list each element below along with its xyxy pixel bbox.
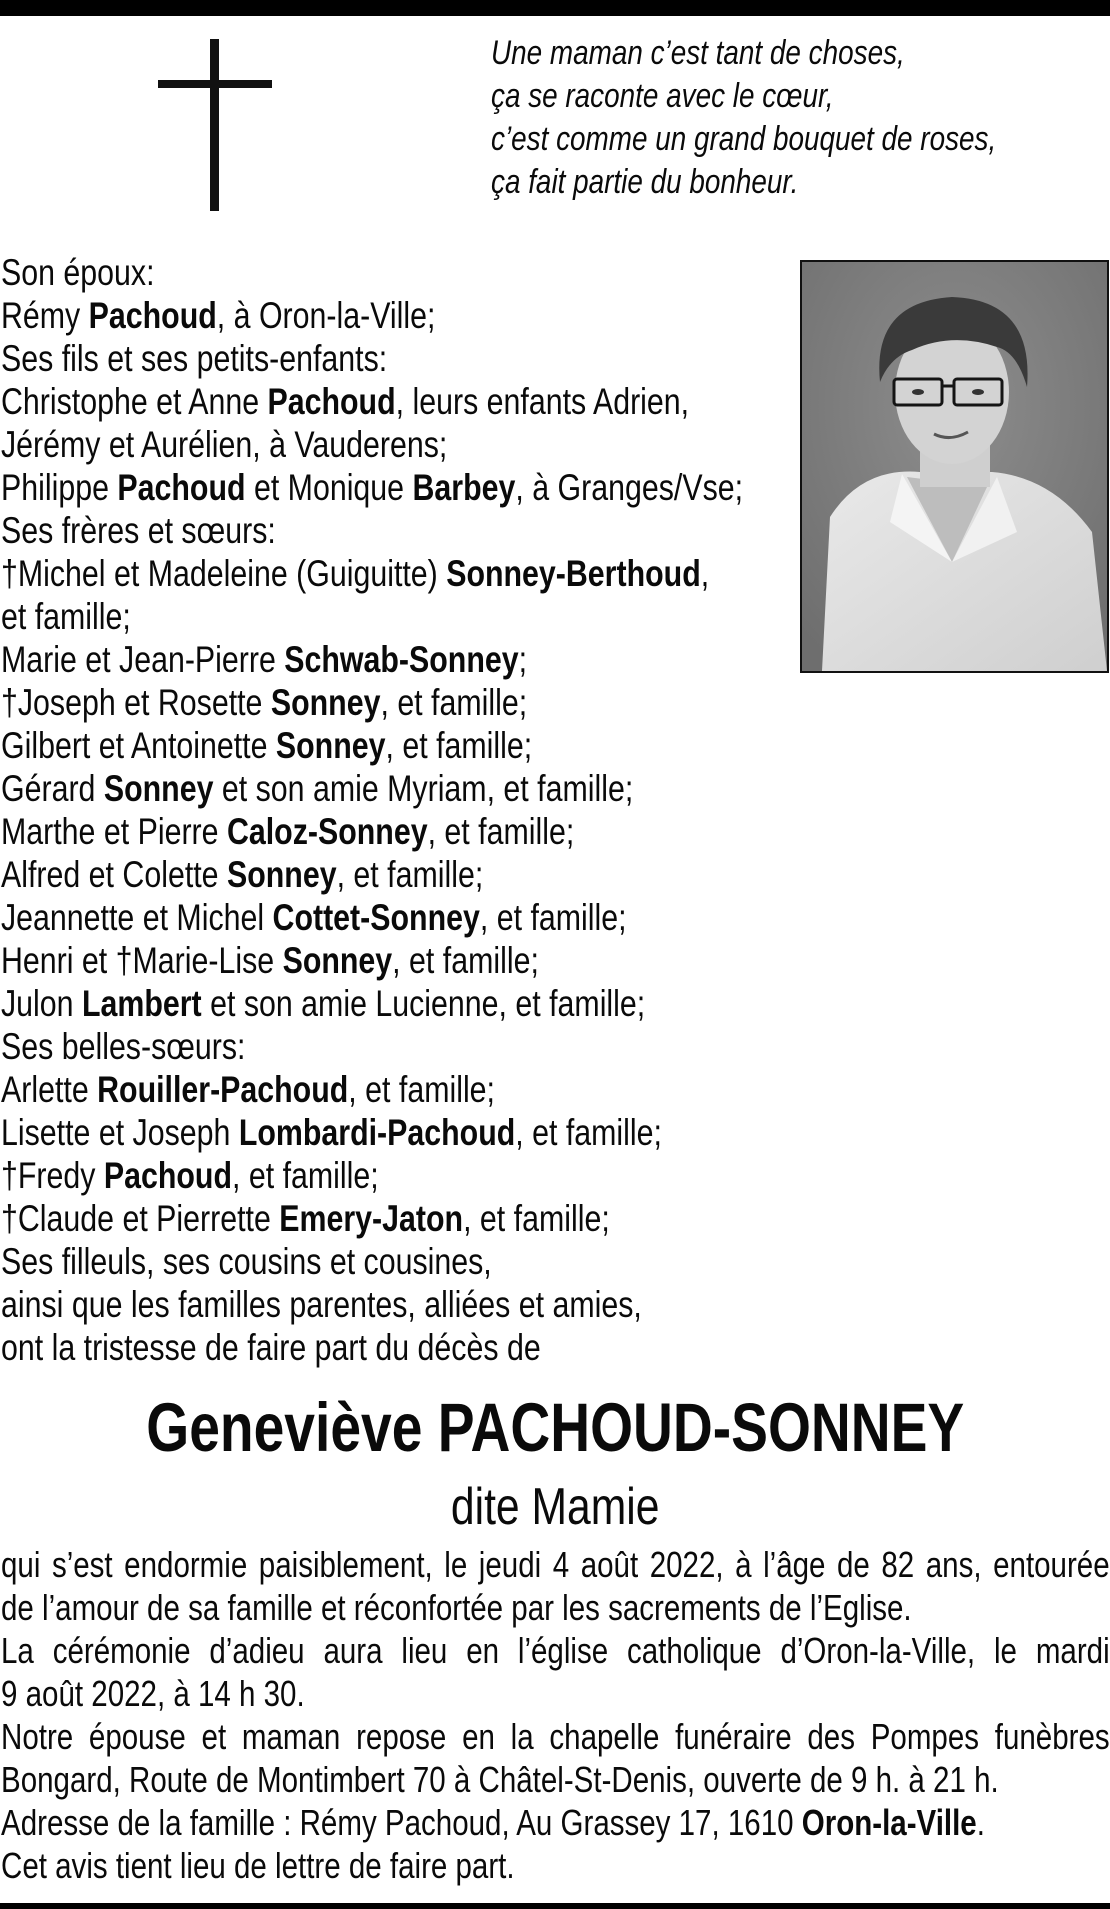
family-surname: Sonney [275,725,386,766]
family-list-line [1,337,821,380]
poem-line: c’est comme un grand bouquet de roses, [491,120,997,158]
family-surname: Rouiller-Pachoud [97,1069,349,1110]
family-text: †Michel et Madeleine (Guiguitte) [1,553,447,594]
notice-line [1,1586,1110,1629]
notice-line [1,1844,1110,1887]
family-surname: Pachoud [103,1155,232,1196]
family-text: , et famille; [348,1069,495,1110]
family-list-line [1,1025,821,1068]
poem [491,32,1110,204]
notice-bold-place: Oron-la-Ville [801,1802,977,1843]
notice-text-run: Notre épouse et maman repose en la chapelle funéraire des Pompes funèbres [1,1716,1110,1757]
nickname-block [0,1476,1110,1538]
family-list-line [1,380,821,423]
family-text: Lisette et Joseph [1,1112,239,1153]
family-text: Marie et Jean-Pierre [1,639,285,680]
family-text: et son amie Lucienne, et famille; [201,983,646,1024]
family-text: Jeannette et Michel [1,897,273,938]
family-surname: Sonney [270,682,381,723]
cross-vertical-beam [210,39,219,211]
notice-text-run: Adresse de la famille : Rémy Pachoud, Au Grassey 17, 1610 [1,1802,802,1843]
poem-line: ça se raconte avec le cœur, [491,77,834,115]
family-surname: Pachoud [88,295,217,336]
notice-line [1,1801,1110,1844]
family-list-line [1,595,821,638]
family-list-line [1,1111,821,1154]
family-surname: Emery-Jaton [279,1198,464,1239]
family-surname: Sonney-Berthoud [446,553,701,594]
top-border [0,0,1110,16]
family-list-line [1,423,821,466]
notice-text-run: Bongard, Route de Montimbert 70 à Châtel-St-Denis, ouverte de 9 h. à 21 h. [1,1759,999,1800]
notice-line [1,1758,1110,1801]
family-surname: Sonney [282,940,393,981]
family-list-line [1,681,821,724]
family-text: †Claude et Pierrette [1,1198,280,1239]
family-list-line [1,552,821,595]
family-list-line [1,638,821,681]
family-list-line [1,939,821,982]
notice-text-run: 9 août 2022, à 14 h 30. [1,1673,305,1714]
family-text: Philippe [1,467,118,508]
family-text: Ses filleuls, ses cousins et cousines, [1,1241,492,1282]
family-text: , et famille; [427,811,575,852]
family-list-line [1,1240,821,1283]
portrait-photo [800,260,1109,673]
family-text: , et famille; [515,1112,662,1153]
family-list-line [1,853,821,896]
family-surname: Lombardi-Pachoud [238,1112,516,1153]
family-text: †Joseph et Rosette [1,682,271,723]
family-surname: Schwab-Sonney [284,639,519,680]
family-text: Son époux: [1,252,155,293]
family-surname: Barbey [412,467,516,508]
notice-text-run: de l’amour de sa famille et réconfortée par les sacrements de l’Eglise. [1,1587,912,1628]
family-text: , à Granges/Vse; [515,467,744,508]
family-text: Marthe et Pierre [1,811,227,852]
family-text: , et famille; [336,854,484,895]
family-list-line [1,896,821,939]
family-text: ainsi que les familles parentes, alliées et amies, [1,1284,642,1325]
notice-text-run: . [976,1802,985,1843]
family-text: Henri et †Marie-Lise [1,940,283,981]
family-list-line [1,466,821,509]
notice-line [1,1672,1110,1715]
family-text: Ses frères et sœurs: [1,510,276,551]
family-list-line [1,1283,821,1326]
family-surname: Sonney [226,854,337,895]
family-text: et son amie Myriam, et famille; [213,768,634,809]
family-surname: Caloz-Sonney [226,811,428,852]
family-list-line [1,509,821,552]
family-text: Christophe et Anne [1,381,268,422]
deceased-name: Geneviève PACHOUD-SONNEY [145,1389,964,1466]
poem-line: ça fait partie du bonheur. [491,163,799,201]
family-list [1,251,821,1369]
family-text: , et famille; [479,897,627,938]
poem-line: Une maman c’est tant de choses, [491,34,905,72]
family-text: Jérémy et Aurélien, à Vauderens; [1,424,448,465]
family-text: Gérard [1,768,104,809]
family-text: , et famille; [463,1198,610,1239]
notice-line [1,1715,1110,1758]
family-text: , [700,553,710,594]
family-text: , à Oron-la-Ville; [216,295,436,336]
family-text: Julon [1,983,82,1024]
notice-text [1,1543,1110,1887]
family-text: , leurs enfants Adrien, [395,381,690,422]
family-surname: Pachoud [267,381,396,422]
family-text: ont la tristesse de faire part du décès de [1,1327,541,1368]
family-list-line [1,1154,821,1197]
family-list-line [1,810,821,853]
family-list-line [1,1068,821,1111]
family-list-line [1,982,821,1025]
portrait-image [802,262,1107,671]
family-text: Alfred et Colette [1,854,227,895]
notice-line [1,1543,1110,1586]
family-surname: Lambert [81,983,202,1024]
deceased-nickname: dite Mamie [450,1478,660,1536]
family-text: et famille; [1,596,131,637]
family-text: Gilbert et Antoinette [1,725,276,766]
family-text: Ses belles-sœurs: [1,1026,246,1067]
family-text: , et famille; [385,725,533,766]
family-text: , et famille; [231,1155,379,1196]
family-list-line [1,251,821,294]
family-text: Rémy [1,295,89,336]
family-text: Ses fils et ses petits-enfants: [1,338,388,379]
deceased-name-block [0,1386,1110,1470]
family-text: ; [518,639,528,680]
notice-text-run: La cérémonie d’adieu aura lieu en l’église catholique d’Oron-la-Ville, le mardi [1,1630,1110,1671]
family-text: et Monique [245,467,413,508]
family-text: Arlette [1,1069,98,1110]
family-text: , et famille; [392,940,539,981]
notice-line [1,1629,1110,1672]
family-surname: Pachoud [117,467,246,508]
family-list-line [1,1197,821,1240]
cross-horizontal-beam [158,80,272,88]
latin-cross-icon [158,39,272,211]
family-list-line [1,724,821,767]
family-list-line [1,1326,821,1369]
notice-text-run: qui s’est endormie paisiblement, le jeudi 4 août 2022, à l’âge de 82 ans, entourée [1,1544,1110,1585]
family-surname: Cottet-Sonney [272,897,480,938]
family-list-line [1,294,821,337]
family-surname: Sonney [103,768,214,809]
notice-text-run: Cet avis tient lieu de lettre de faire part. [1,1845,515,1886]
family-text: , et famille; [380,682,528,723]
family-text: †Fredy [1,1155,104,1196]
bottom-border [0,1903,1110,1909]
family-list-line [1,767,821,810]
